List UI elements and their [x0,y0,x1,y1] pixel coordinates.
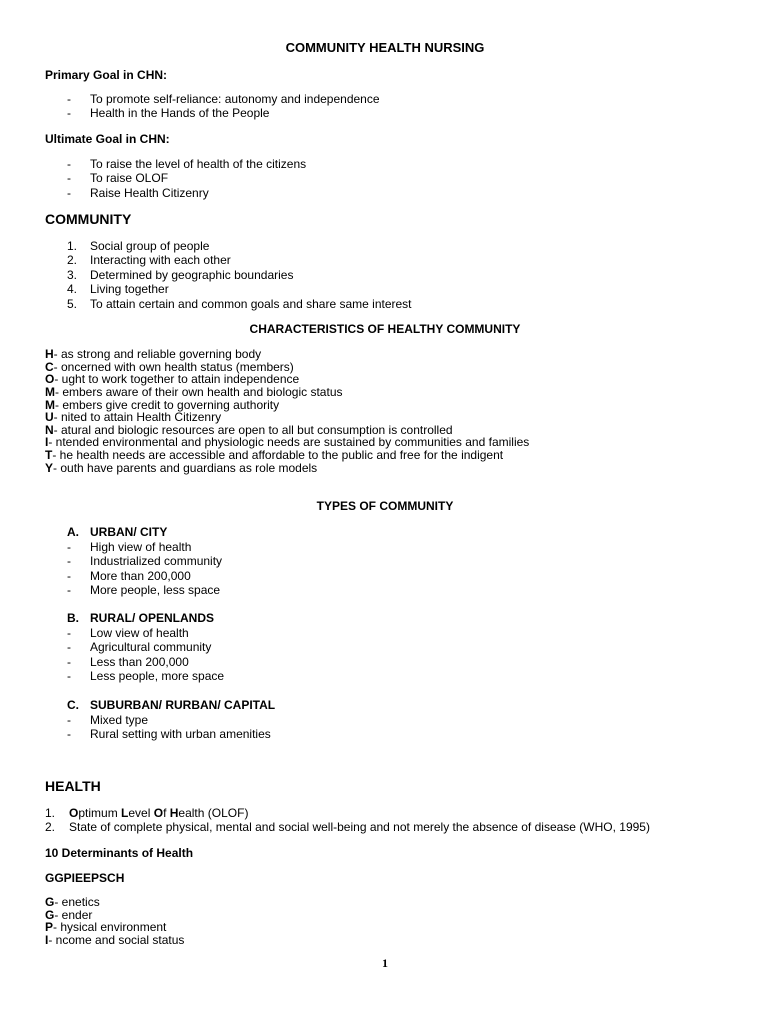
section-label: URBAN/ CITY [90,525,168,539]
list-text: ptimum [78,806,122,820]
urban-heading [67,525,167,539]
section-letter: C. [67,698,79,712]
list-text: Interacting with each other [90,253,231,268]
ultimate-goal-heading: Ultimate Goal in CHN: [45,132,170,146]
section-letter: B. [67,611,79,625]
page-number: 1 [382,956,388,970]
determinants-acronym: GGPIEEPSCH [45,871,125,885]
section-label: SUBURBAN/ RURBAN/ CAPITAL [90,698,276,712]
list-text: ealth (OLOF) [178,806,249,820]
primary-goal-list [45,92,380,121]
acronym-letter: P [45,920,54,935]
list-text: Social group of people [90,239,210,253]
list-item [45,239,412,253]
list-item [45,806,650,820]
list-text: - he health needs are accessible and affordable to the public and free for the indigent [52,448,504,463]
suburban-heading [67,698,275,712]
list-text: - hysical environment [53,920,167,935]
list-item: - Agricultural community [45,640,224,654]
list-item: - More people, less space [45,583,222,597]
list-number: 3. [67,267,78,282]
list-number: 5. [67,296,78,311]
list-text: - ender [54,907,93,922]
list-number: 1. [67,239,78,253]
community-heading: COMMUNITY [45,211,132,227]
healthy-community-list [45,348,529,474]
list-text: - nited to attain Health Citizenry [53,410,222,425]
section-letter: A. [67,525,79,539]
acronym-letter: H [169,806,179,820]
list-item: - To raise OLOF [45,171,306,185]
list-item: - Rural setting with urban amenities [45,727,271,741]
suburban-list [45,713,271,742]
acronym-letter: H [45,347,54,361]
list-item: - Less people, more space [45,669,224,683]
list-text: Living together [90,282,169,297]
acronym-letter: N [45,422,54,437]
list-text: - embers give credit to governing authority [55,397,280,412]
section-label: RURAL/ OPENLANDS [90,611,215,625]
community-list [45,239,412,311]
acronym-letter: U [45,410,54,425]
list-text: - as strong and reliable governing body [53,347,262,361]
acronym-letter: C [45,359,54,374]
acronym-letter: Y [45,460,54,475]
list-number: 4. [67,282,78,297]
list-item: - Raise Health Citizenry [45,186,306,200]
acronym-letter: M [45,397,55,412]
list-item: - Less than 200,000 [45,655,224,669]
health-heading: HEALTH [45,778,101,794]
list-text: f [163,806,170,820]
list-item: - Low view of health [45,626,224,640]
list-text: - embers aware of their own health and biologic status [55,384,343,399]
list-text: - outh have parents and guardians as role models [53,460,318,475]
list-item: - High view of health [45,540,222,554]
list-text: evel [128,806,154,820]
list-item: - Industrialized community [45,554,222,568]
primary-goal-heading: Primary Goal in CHN: [45,68,168,82]
list-text: - oncerned with own health status (members) [53,359,294,374]
rural-heading [67,611,214,625]
list-item: - Mixed type [45,713,271,727]
list-number: 2. [67,253,78,268]
urban-list [45,540,222,598]
health-list [45,806,650,835]
acronym-letter: O [69,806,79,820]
list-number: 2. [45,820,56,835]
list-text: - atural and biologic resources are open to all but consumption is controlled [53,422,453,437]
list-item [45,282,412,296]
list-text: - ntended environmental and physiologic needs are sustained by communities and families [48,435,530,450]
list-text: - enetics [54,895,100,909]
acronym-letter: O [45,372,55,387]
acronym-letter: I [45,435,49,450]
acronym-letter: G [45,895,55,909]
determinants-list [45,896,184,947]
types-heading: TYPES OF COMMUNITY [316,499,454,513]
page-title: COMMUNITY HEALTH NURSING [285,40,485,55]
acronym-letter: L [121,806,129,820]
list-text: - ncome and social status [48,932,185,947]
list-text: State of complete physical, mental and social well-being and not merely the absence of disease (WHO, 1995) [69,820,650,835]
list-item [45,462,529,475]
acronym-letter: O [153,806,164,820]
list-item: - Health in the Hands of the People [45,106,380,120]
list-number: 1. [45,806,56,820]
acronym-letter: G [45,907,55,922]
list-item: - More than 200,000 [45,569,222,583]
acronym-letter: I [45,932,49,947]
acronym-letter: M [45,384,55,399]
ultimate-goal-list [45,157,306,200]
list-text: - ught to work together to attain independence [54,372,300,387]
list-item [45,820,650,834]
list-item [45,253,412,267]
rural-list [45,626,224,684]
list-item: - To promote self-reliance: autonomy and independence [45,92,380,106]
list-item [45,297,412,311]
healthy-community-heading: CHARACTERISTICS OF HEALTHY COMMUNITY [249,322,521,336]
determinants-heading: 10 Determinants of Health [45,846,194,860]
list-item: - To raise the level of health of the citizens [45,157,306,171]
list-item [45,268,412,282]
list-text: To attain certain and common goals and share same interest [90,296,412,311]
acronym-letter: T [45,448,53,463]
list-item [45,934,184,947]
list-text: Determined by geographic boundaries [90,267,294,282]
